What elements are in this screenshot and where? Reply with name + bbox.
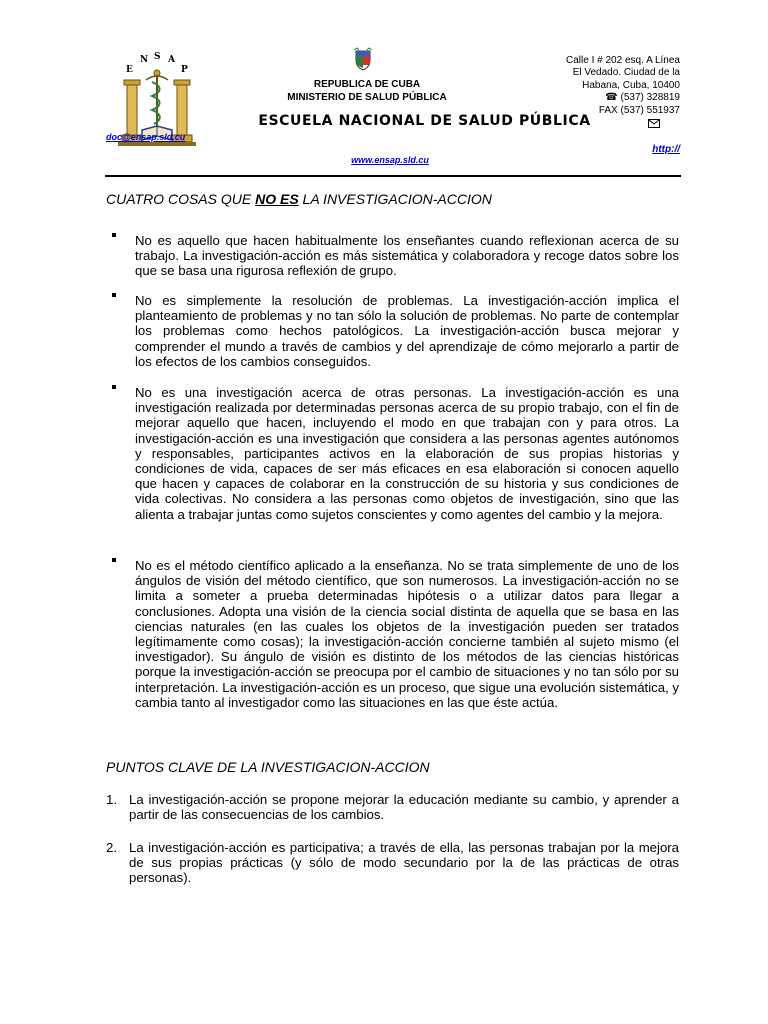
section-heading-no-es: CUATRO COSAS QUE NO ES LA INVESTIGACION-ACCION [106, 191, 492, 207]
bullet-paragraph: No es aquello que hacen habitualmente los enseñantes cuando reflexionan acerca de su trabajo. La investigación-acción es más sistemática y colaboradora y recoge datos sobre los que se basa una rigurosa reflexión de grupo. [135, 233, 679, 279]
logo-letter-p: P [181, 65, 188, 75]
fax-line: FAX (537) 551937 [598, 104, 680, 116]
bullet-icon [112, 558, 118, 564]
address-line: Calle I # 202 esq. A Línea [566, 55, 680, 66]
numbered-paragraph: La investigación-acción es participativa; a través de ella, las personas trabajan por la mejora de sus propias prácticas (y sólo de modo secundario por la de las prácticas de otras personas). [129, 840, 679, 886]
republic-ministry-block [252, 78, 482, 104]
website-link[interactable]: www.ensap.sld.cu [351, 155, 429, 165]
http-link[interactable]: http:// [652, 144, 680, 155]
envelope-icon [648, 119, 660, 131]
cuba-coat-of-arms-icon [353, 47, 373, 71]
numbered-paragraph: La investigación-acción se propone mejorar la educación mediante su cambio, y aprender a partir de las consecuencias de los cambios. [129, 792, 679, 823]
address-line: Habana, Cuba, 10400 [582, 79, 680, 91]
address-block [520, 55, 680, 117]
address-line: El Vedado. Ciudad de la [572, 67, 680, 79]
bullet-icon [112, 233, 118, 239]
heading-emphasis: NO ES [255, 191, 299, 207]
phone-line: ☎ (537) 328819 [605, 92, 680, 104]
email-link[interactable]: doc@ensap.sld.cu [106, 132, 186, 142]
logo-letter-e: E [126, 65, 133, 75]
logo-letter-s: S [154, 52, 161, 62]
bullet-paragraph: No es una investigación acerca de otras personas. La investigación-acción es una investigación realizada por determinadas personas acerca de su propio trabajo, con el fin de mejorar aquello que hacen, incluyendo el modo en que trabajan con y para otros. La investigación-acción es una investigación que considera a las personas agentes autónomos y responsables, participantes activos en la elaboración de sus propias historias y condiciones de vida, capaces de ser más eficaces en esa elaboración si conocen aquello que hacen y capaces de colaborar en la construcción de su historia y sus condiciones de vida colectivas. No considera a las personas como objetos de investigación, sino que las alienta a trabajar juntas como sujetos conscientes y como agentes del cambio y la mejora. [135, 385, 679, 522]
school-name: ESCUELA NACIONAL DE SALUD PÚBLICA [258, 113, 591, 129]
bullet-icon [112, 293, 118, 299]
list-number: 2. [106, 840, 117, 855]
republic-label: REPUBLICA DE CUBA [313, 79, 421, 90]
list-number: 1. [106, 792, 117, 807]
logo-letter-a: A [168, 55, 175, 65]
ministry-label: MINISTERIO DE SALUD PÚBLICA [287, 92, 447, 103]
header-divider [105, 175, 681, 177]
bullet-paragraph: No es el método científico aplicado a la enseñanza. No se trata simplemente de uno de los ángulos de visión del método científico, que son numerosos. La investigación-acción no se limita a someter a prueba determinadas hipótesis o a utilizar datos para llegar a conclusiones. Adopta una visión de la ciencia social distinta de aquella que se basa en las ciencias naturales (en las cuales los objetos de la investigación pueden ser tratados legítimamente como cosas); la investigación-acción concierne también al sujeto mismo (el investigador). Su ángulo de visión es distinto de los métodos de las ciencias históricas porque la investigación-acción se preocupa por el cambio de situaciones y no tan sólo por su interpretación. La investigación-acción es un proceso, que sigue una evolución sistemática, y cambia tanto al investigador como las situaciones en las que éste actúa. [135, 558, 679, 710]
bullet-paragraph: No es simplemente la resolución de problemas. La investigación-acción implica el planteamiento de problemas y no tan sólo la solución de problemas. No parte de contemplar los problemas como hechos patológicos. La investigación-acción busca mejorar y comprender el mundo a través de cambios y del aprendizaje de cómo mejorarlo a partir de los efectos de los cambios conseguidos. [135, 293, 679, 369]
logo-letter-n: N [140, 55, 149, 65]
section-heading-puntos-clave: PUNTOS CLAVE DE LA INVESTIGACION-ACCION [106, 759, 430, 775]
bullet-icon [112, 385, 118, 391]
